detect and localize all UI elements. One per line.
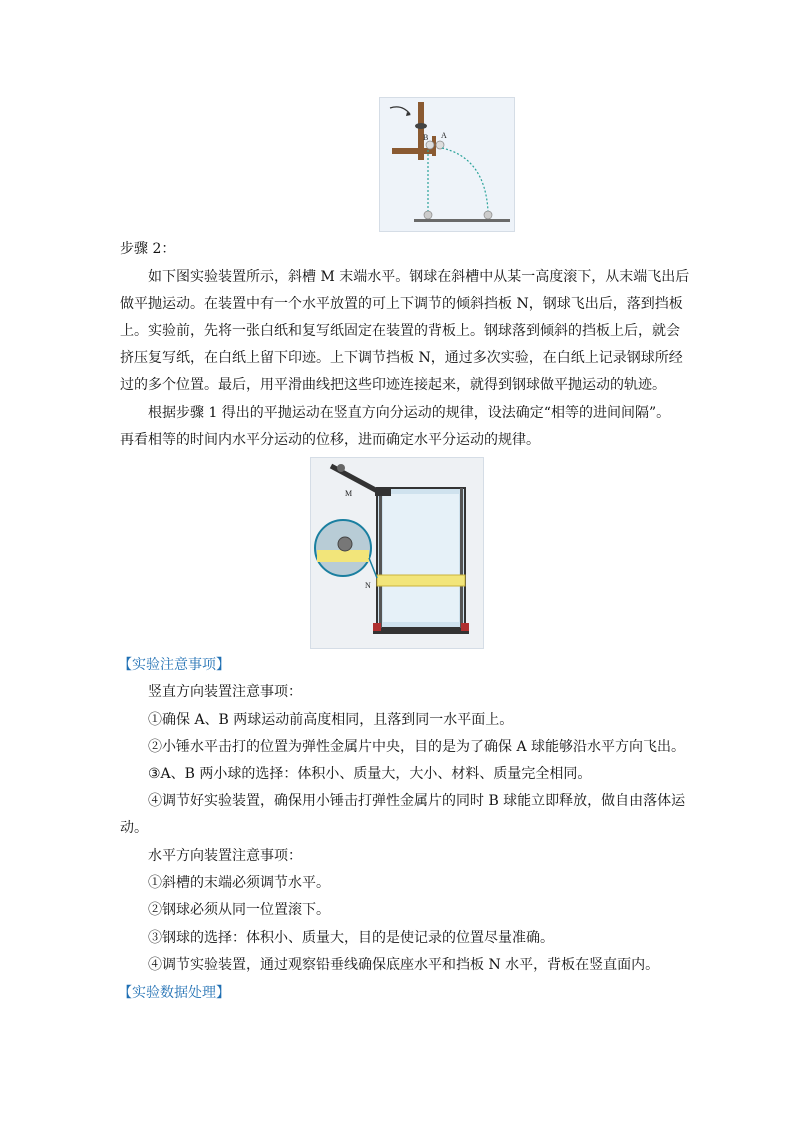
paragraph-line: 挤压复写纸，在白纸上留下印迹。上下调节挡板 N，通过多次实验，在白纸上记录钢球所经: [120, 350, 683, 366]
stand-post: [418, 102, 424, 160]
baffle-n: [377, 575, 465, 586]
note-item: ④调节好实验装置，确保用小锤击打弹性金属片的同时 B 球能立即释放，做自由落体运: [148, 793, 686, 809]
paragraph-line: 再看相等的时间内水平分运动的位移，进而确定水平分运动的规律。: [120, 432, 540, 448]
ball-a-landed: [484, 211, 492, 219]
steel-ball: [338, 537, 352, 551]
step2-heading: 步骤 2：: [120, 241, 176, 257]
figure-free-fall-apparatus: [379, 97, 515, 232]
projectile-illustration: [311, 458, 483, 648]
apparatus-illustration: [380, 98, 514, 231]
note-item: ③A、B 两小球的选择：体积小、质量大，大小、材料、质量完全相同。: [148, 766, 592, 782]
note-item-continuation: 动。: [120, 820, 148, 836]
ball-b-landed: [424, 211, 432, 219]
note-item: ②小锤水平击打的位置为弹性金属片中央，目的是为了确保 A 球能够沿水平方向飞出。: [148, 739, 686, 755]
base: [373, 628, 469, 634]
note-item: ①确保 A、B 两球运动前高度相同，且落到同一水平面上。: [148, 712, 514, 728]
vertical-notes-title: 竖直方向装置注意事项：: [148, 684, 302, 700]
note-item: ③钢球的选择：体积小、质量大，目的是使记录的位置尽量准确。: [148, 930, 554, 946]
label-n: N: [365, 581, 371, 590]
label-a: A: [441, 131, 447, 140]
hammer-head: [415, 123, 427, 129]
data-processing-heading: 【实验数据处理】: [118, 985, 230, 1001]
paragraph-line: 如下图实验装置所示，斜槽 M 末端水平。钢球在斜槽中从某一高度滚下，从末端飞出后: [148, 269, 690, 285]
note-item: ②钢球必须从同一位置滚下。: [148, 902, 330, 918]
notes-heading: 【实验注意事项】: [118, 657, 230, 673]
horizontal-notes-title: 水平方向装置注意事项：: [148, 848, 302, 864]
ground-plate: [414, 219, 510, 222]
note-item: ④调节实验装置，通过观察铅垂线确保底座水平和挡板 N 水平，背板在竖直面内。: [148, 957, 660, 973]
note-item: ①斜槽的末端必须调节水平。: [148, 875, 330, 891]
figure-projectile-apparatus: [310, 457, 484, 649]
label-m: M: [345, 489, 353, 498]
paragraph-line: 过的多个位置。最后，用平滑曲线把这些印迹连接起来，就得到钢球做平抛运动的轨迹。: [120, 377, 666, 393]
ball-b-start: [426, 141, 434, 149]
paragraph-line: 上。实验前，先将一张白纸和复写纸固定在装置的背板上。钢球落到倾斜的挡板上后，就会: [120, 323, 680, 339]
label-b: B: [423, 133, 429, 142]
paragraph-line: 根据步骤 1 得出的平抛运动在竖直方向分运动的规律，设法确定“相等的进间间隔”。: [148, 405, 671, 421]
paragraph-line: 做平抛运动。在装置中有一个水平放置的可上下调节的倾斜挡板 N，钢球飞出后，落到挡板: [120, 296, 683, 312]
